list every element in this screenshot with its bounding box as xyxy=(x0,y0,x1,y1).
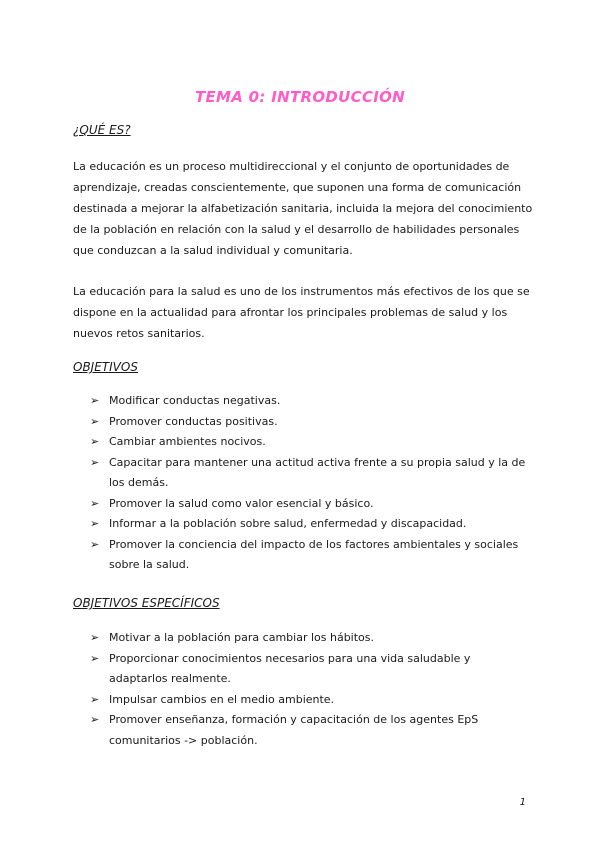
list-item: ➢ Promover la salud como valor esencial y básico. xyxy=(90,494,530,515)
list-item: ➢ Impulsar cambios en el medio ambiente. xyxy=(90,690,530,711)
arrow-bullet-icon: ➢ xyxy=(90,455,100,469)
list-item: ➢ Proporcionar conocimientos necesarios para una vida saludable y adaptarlos realmente. xyxy=(90,649,530,690)
list-item: ➢ Promover conductas positivas. xyxy=(90,412,530,433)
section-heading-objetivos: OBJETIVOS xyxy=(73,360,138,374)
arrow-bullet-icon: ➢ xyxy=(90,713,100,726)
arrow-bullet-icon: ➢ xyxy=(90,517,100,530)
list-item: ➢ Promover enseñanza, formación y capacitación de los agentes EpS comunitarios -> población. xyxy=(90,710,530,751)
arrow-bullet-icon: ➢ xyxy=(90,414,100,428)
list-item: ➢ Informar a la población sobre salud, enfermedad y discapacidad. xyxy=(90,514,530,535)
list-item: ➢ Modificar conductas negativas. xyxy=(90,391,530,412)
list-item: ➢ Capacitar para mantener una actitud activa frente a su propia salud y la de los demás. xyxy=(90,453,530,494)
list-item: ➢ Cambiar ambientes nocivos. xyxy=(90,432,530,453)
arrow-bullet-icon: ➢ xyxy=(90,651,100,665)
arrow-bullet-icon: ➢ xyxy=(90,631,100,644)
arrow-bullet-icon: ➢ xyxy=(90,692,100,706)
paragraph-eps-instrument: La educación para la salud es uno de los instrumentos más efectivos de los que se dispone en la actualidad para afrontar los principales problemas de salud y los nuevos retos sanitarios. xyxy=(73,285,530,340)
arrow-bullet-icon: ➢ xyxy=(90,537,100,551)
paragraph-definition: La educación es un proceso multidireccional y el conjunto de oportunidades de aprendizaje, creadas conscientemente, que suponen una forma de comunicación destinada a mejorar la alfabetización sanitaria, incluida la mejora del conocimiento de la población en relación con la salud y el desarrollo de habilidades personales que conduzcan a la salud individual y comunitaria. xyxy=(73,160,533,257)
section-heading-que-es: ¿QUÉ ES? xyxy=(73,123,131,137)
page-title: TEMA 0: INTRODUCCIÓN xyxy=(194,88,406,107)
objetivos-especificos-list xyxy=(90,628,530,751)
page-number: 1 xyxy=(519,797,526,808)
list-item: ➢ Motivar a la población para cambiar los hábitos. xyxy=(90,628,530,649)
arrow-bullet-icon: ➢ xyxy=(90,496,100,510)
section-heading-objetivos-especificos: OBJETIVOS ESPECÍFICOS xyxy=(73,596,220,610)
objetivos-list xyxy=(90,391,530,576)
arrow-bullet-icon: ➢ xyxy=(90,394,100,407)
arrow-bullet-icon: ➢ xyxy=(90,435,100,448)
list-item: ➢ Promover la conciencia del impacto de los factores ambientales y sociales sobre la salud. xyxy=(90,535,530,576)
